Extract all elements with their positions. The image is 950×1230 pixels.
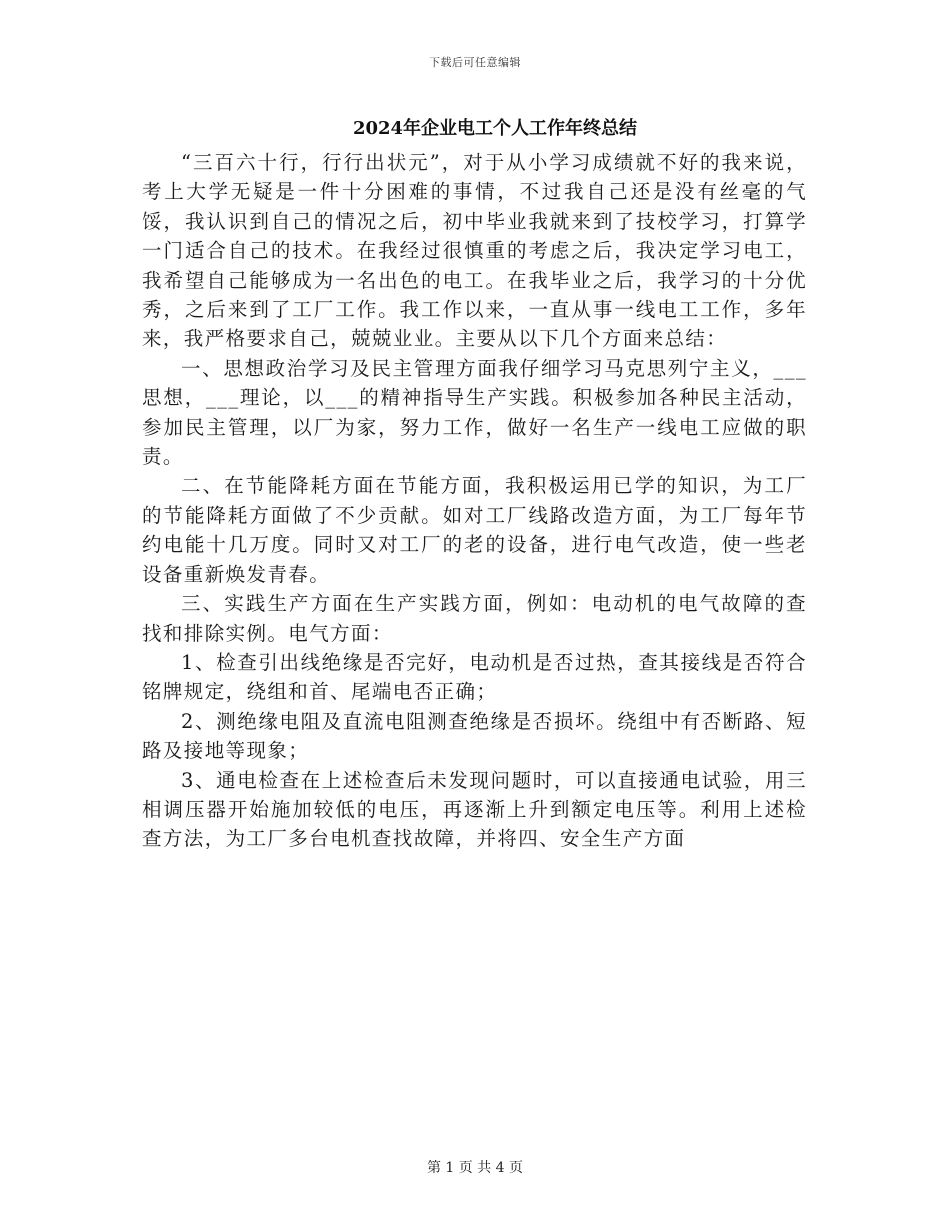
paragraph-item-1: 1、检查引出线绝缘是否完好，电动机是否过热，查其接线是否符合铭牌规定，绕组和首、尾端电否正确； — [142, 650, 807, 704]
paragraph-item-3: 3、通电检查在上述检查后未发现问题时，可以直接通电试验，用三相调压器开始施加较低的电压，再逐渐上升到额定电压等。利用上述检查方法，为工厂多台电机查找故障，并将四、安全生产方面 — [142, 768, 807, 851]
document-body — [142, 148, 807, 854]
paragraph-section-1: 一、思想政治学习及民主管理方面我仔细学习马克思列宁主义，___思想，___理论，以___的精神指导生产实践。积极参加各种民主活动，参加民主管理，以厂为家，努力工作，做好一名生产一线电工应做的职责。 — [142, 356, 807, 469]
paragraph-section-2: 二、在节能降耗方面在节能方面，我积极运用已学的知识，为工厂的节能降耗方面做了不少贡献。如对工厂线路改造方面，为工厂每年节约电能十几万度。同时又对工厂的老的设备，进行电气改造，使一些老设备重新焕发青春。 — [142, 474, 807, 586]
document-title: 2024年企业电工个人工作年终总结 — [352, 118, 638, 139]
paragraph-item-2: 2、测绝缘电阻及直流电阻测查绝缘是否损坏。绕组中有否断路、短路及接地等现象； — [142, 709, 807, 763]
paragraph-section-3: 三、实践生产方面在生产实践方面，例如：电动机的电气故障的查找和排除实例。电气方面： — [142, 592, 807, 645]
page-indicator: 第 1 页 共 4 页 — [426, 1160, 524, 1176]
paragraph-intro: “三百六十行，行行出状元”，对于从小学习成绩就不好的我来说，考上大学无疑是一件十分困难的事情，不过我自己还是没有丝毫的气馁，我认识到自己的情况之后，初中毕业我就来到了技校学习，打算学一门适合自己的技术。在我经过很慎重的考虑之后，我决定学习电工，我希望自己能够成为一名出色的电工。在我毕业之后，我学习的十分优秀，之后来到了工厂工作。我工作以来，一直从事一线电工工作，多年来，我严格要求自己，兢兢业业。主要从以下几个方面来总结： — [142, 151, 807, 351]
header-note: 下载后可任意编辑 — [429, 56, 521, 69]
